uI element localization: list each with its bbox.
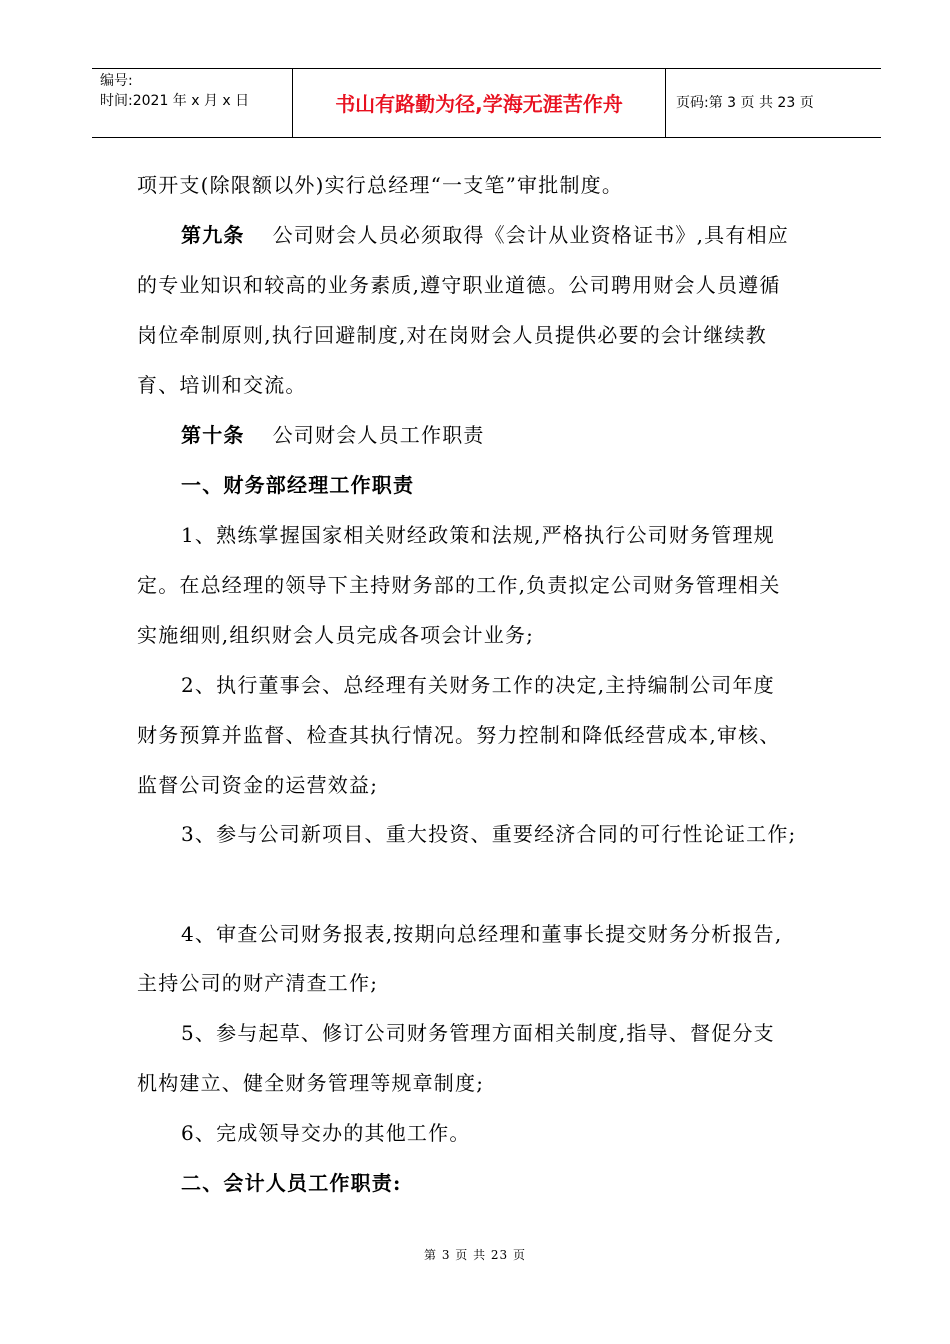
article-10-heading: 第十条 <box>181 423 245 447</box>
header-motto-cell <box>293 69 666 137</box>
body-line: 育、培训和交流。 <box>137 373 307 397</box>
list-item: 5、参与起草、修订公司财务管理方面相关制度,指导、督促分支 <box>181 1021 775 1045</box>
header-motto: 书山有路勤为径,学海无涯苦作舟 <box>335 92 623 116</box>
list-item: 2、执行董事会、总经理有关财务工作的决定,主持编制公司年度 <box>181 673 775 697</box>
header-meta <box>92 69 293 137</box>
article-9-heading: 第九条 <box>181 223 245 247</box>
document-number-label: 编号: <box>100 73 133 89</box>
header-page-cell <box>666 69 881 137</box>
body-line: 定。在总经理的领导下主持财务部的工作,负责拟定公司财务管理相关 <box>137 573 781 597</box>
page-footer: 第 3 页 共 23 页 <box>424 1248 526 1262</box>
article-9-line <box>181 221 789 249</box>
article-10-text: 公司财会人员工作职责 <box>272 423 485 447</box>
list-item: 3、参与公司新项目、重大投资、重要经济合同的可行性论证工作; <box>181 822 797 846</box>
body-line: 岗位牵制原则,执行回避制度,对在岗财会人员提供必要的会计继续教 <box>137 323 767 347</box>
body-line: 机构建立、健全财务管理等规章制度; <box>137 1071 485 1095</box>
list-item: 4、审查公司财务报表,按期向总经理和董事长提交财务分析报告, <box>181 922 783 946</box>
body-line: 的专业知识和较高的业务素质,遵守职业道德。公司聘用财会人员遵循 <box>137 273 781 297</box>
body-line: 财务预算并监督、检查其执行情况。努力控制和降低经营成本,审核、 <box>137 723 781 747</box>
article-9-text: 公司财会人员必须取得《会计从业资格证书》,具有相应 <box>272 223 789 247</box>
body-line: 主持公司的财产清查工作; <box>137 971 379 995</box>
page-header <box>92 68 881 138</box>
body-line: 项开支(除限额以外)实行总经理“一支笔”审批制度。 <box>137 173 624 197</box>
header-page-number: 页码:第 3 页 共 23 页 <box>676 95 814 111</box>
article-10-line <box>181 421 485 449</box>
document-time-label: 时间:2021 年 x 月 x 日 <box>100 93 250 109</box>
list-item: 1、熟练掌握国家相关财经政策和法规,严格执行公司财务管理规 <box>181 523 775 547</box>
list-item: 6、完成领导交办的其他工作。 <box>181 1121 471 1145</box>
body-line: 实施细则,组织财会人员完成各项会计业务; <box>137 623 535 647</box>
section-heading-accountant: 二、会计人员工作职责: <box>181 1171 402 1195</box>
body-line: 监督公司资金的运营效益; <box>137 773 379 797</box>
section-heading-manager: 一、财务部经理工作职责 <box>181 473 415 497</box>
